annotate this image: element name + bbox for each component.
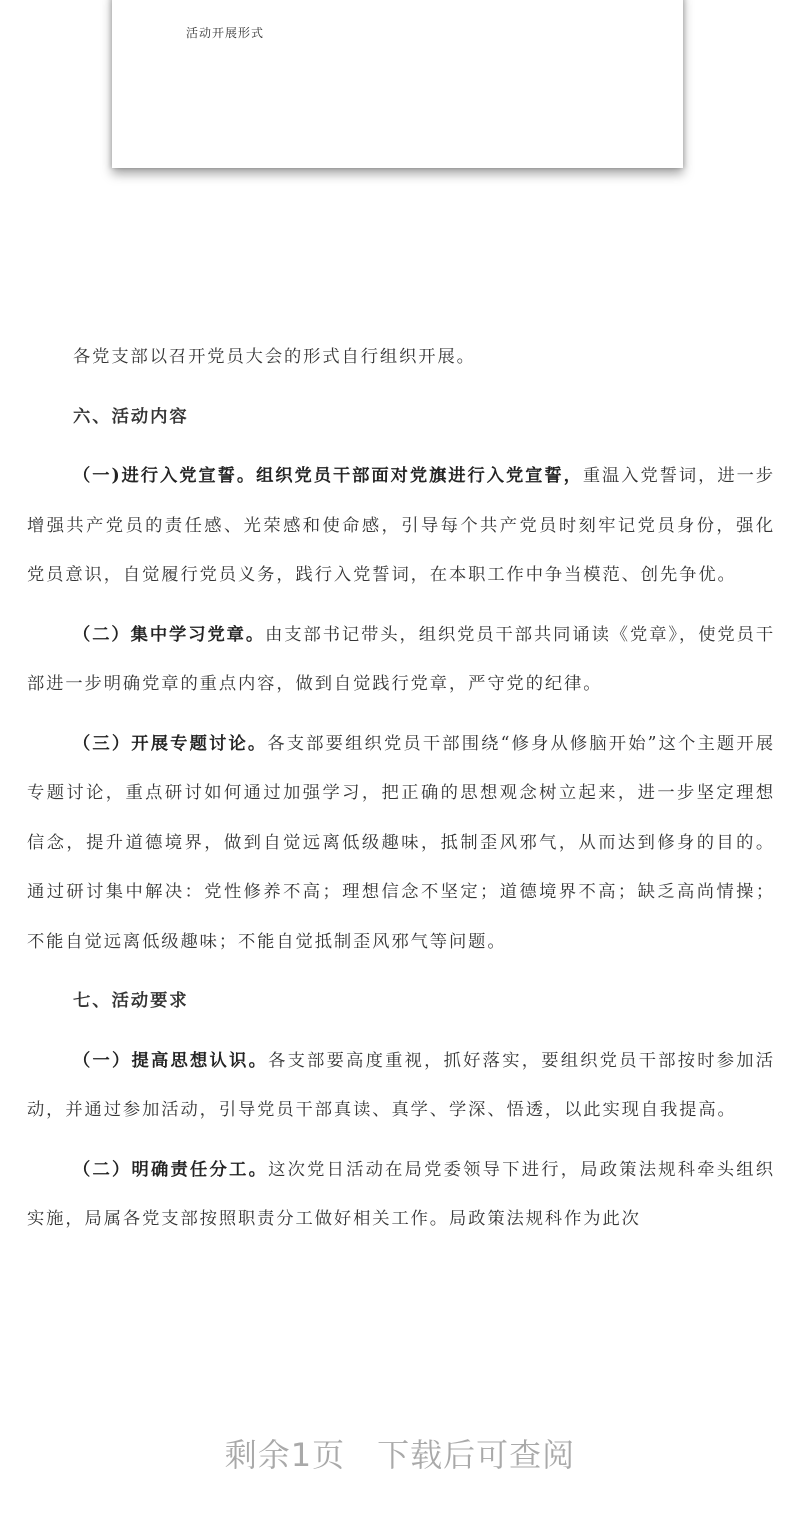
- requirement-item-responsibility-body: 这次党日活动在局党委领导下进行，局政策法规科牵头组织实施，局属各党支部按照职责分工做好相关工作。局政策法规科作为此次: [27, 1159, 775, 1229]
- content-item-oath-lead: （一)进行入党宣誓。组织党员干部面对党旗进行入党宣誓，: [73, 466, 583, 486]
- document-preview-card: [112, 0, 683, 168]
- requirement-item-responsibility-lead: （二）明确责任分工。: [73, 1159, 269, 1180]
- content-item-study: [27, 611, 775, 710]
- content-item-study-body: 由支部书记带头，组织党员干部共同诵读《党章》，使党员干部进一步明确党章的重点内容，做到自觉践行党章，严守党的纪律。: [27, 624, 775, 694]
- content-item-discussion-lead: （三）开展专题讨论。: [73, 733, 268, 754]
- requirement-item-awareness-lead: （一）提高思想认识。: [73, 1050, 269, 1071]
- section-heading-content: 六、活动内容: [73, 406, 189, 427]
- content-item-study-lead: （二）集中学习党章。: [73, 624, 266, 645]
- remaining-pages-prompt[interactable]: [0, 1430, 800, 1476]
- requirement-item-responsibility: [27, 1146, 775, 1245]
- download-to-view-hint[interactable]: 下载后可查阅: [377, 1436, 576, 1474]
- requirement-item-awareness-body: 各支部要高度重视，抓好落实，要组织党员干部按时参加活动，并通过参加活动，引导党员干部真读、真学、学深、悟透，以此实现自我提高。: [27, 1050, 775, 1120]
- section-heading-requirements: 七、活动要求: [73, 991, 189, 1011]
- content-item-oath: [27, 452, 775, 601]
- remaining-pages-count[interactable]: 剩余1页: [224, 1436, 346, 1474]
- document-body: [27, 333, 775, 1245]
- requirement-item-awareness: [27, 1037, 775, 1136]
- content-item-oath-body: 重温入党誓词，进一步增强共产党员的责任感、光荣感和使命感，引导每个共产党员时刻牢记党员身份，强化党员意识，自觉履行党员义务，践行入党誓词，在本职工作中争当模范、创先争优。: [27, 466, 775, 585]
- preview-caption: 活动开展形式: [186, 26, 265, 40]
- intro-paragraph: 各党支部以召开党员大会的形式自行组织开展。: [73, 347, 476, 367]
- content-item-discussion: [27, 720, 775, 968]
- content-item-discussion-body: 各支部要组织党员干部围绕“修身从修脑开始”这个主题开展专题讨论，重点研讨如何通过加强学习，把正确的思想观念树立起来，进一步坚定理想信念，提升道德境界，做到自觉远离低级趣味，抵制歪风邪气，从而达到修身的目的。通过研讨集中解决：党性修养不高；理想信念不坚定；道德境界不高；缺乏高尚情操；不能自觉远离低级趣味；不能自觉抵制歪风邪气等问题。: [27, 733, 775, 952]
